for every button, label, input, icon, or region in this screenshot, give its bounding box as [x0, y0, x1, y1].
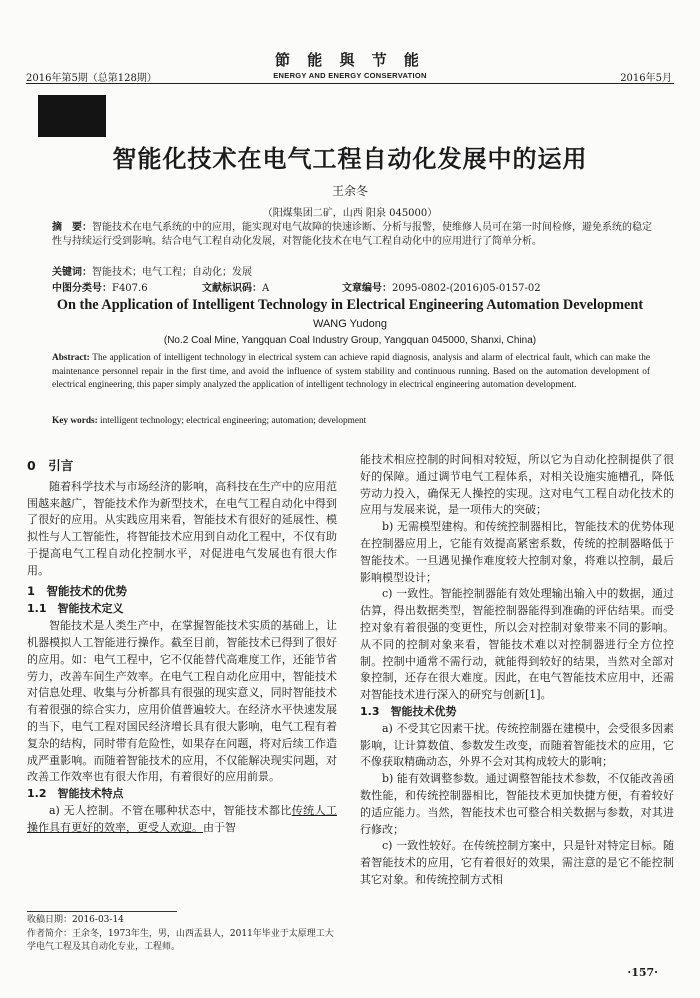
issue-info: 2016年第5期（总第128期）	[26, 73, 157, 84]
header-rule	[26, 83, 674, 84]
keywords-text-cn: 智能技术；电气工程；自动化；发展	[92, 267, 252, 278]
abstract-label-en: Abstract:	[52, 353, 90, 363]
author-en: WANG Yudong	[313, 318, 387, 330]
section-1-2-item-a	[27, 803, 337, 837]
section-1-2-heading: 1.2 智能技术特点	[27, 787, 124, 801]
abstract-en	[52, 352, 650, 393]
abstract-text-en: The application of intelligent technology in electrical system can achieve rapid diagnosis, analysis and alarm of electrical fault, which can make the maintenance personnel repair in the first time, and avoid the influence of system stability and continuous running. Based on the automation development of electrical engineering, this paper simply analyzed the application of intelligent technology in electrical engineering automation development.	[52, 353, 651, 390]
footnote-rule	[27, 911, 177, 912]
section-0-heading: 0 引言	[27, 458, 74, 473]
redacted-block	[38, 95, 106, 137]
article-no-value: 2095-0802-(2016)05-0157-02	[392, 283, 541, 294]
title-cn: 智能化技术在电气工程自动化发展中的运用	[112, 145, 588, 173]
abstract-label-cn: 摘 要：	[52, 222, 92, 233]
section-0-paragraph: 随着科学技术与市场经济的影响，高科技在生产中的应用范围越来越广，智能技术作为新型技术，在电气工程自动化中得到了很好的应用。从实践应用来看，智能技术有很好的延展性、模拟性与人工智能性，将智能技术应用到自动化工程中，不仅有助于提高电气工程自动化控制水平，对促进电气发展也有很大作用。	[27, 479, 337, 577]
body-left-column	[27, 458, 337, 837]
item-a-part3: 由于智	[203, 820, 236, 834]
issue-date: 2016年5月	[620, 73, 672, 84]
section-1-3-item-b: b) 能有效调整参数。通过调整智能技术参数，不仅能改善函数性能，和传统控制器相比，智能技术更加快捷方便，有着较好的适应能力。当然，智能技术也可整合相关数据与参数，对其进行修改；	[360, 772, 674, 836]
affiliation-cn: （阳煤集团二矿，山西 阳泉 045000）	[262, 208, 438, 219]
section-1-3-heading: 1.3 智能技术优势	[360, 704, 457, 718]
keywords-en	[52, 416, 366, 426]
doc-code-value: A	[262, 283, 270, 294]
keywords-label-cn: 关键词：	[52, 267, 92, 278]
body-right-column	[360, 452, 674, 889]
affiliation-en: (No.2 Coal Mine, Yangquan Coal Industry Group, Yangquan 045000, Shanxi, China)	[163, 335, 537, 346]
classification-row	[52, 279, 652, 294]
title-en: On the Application of Intelligent Technology in Electrical Engineering Automation Development	[56, 297, 644, 313]
author-cn: 王余冬	[331, 184, 368, 198]
section-1-2-item-b: b) 无需模型建构。和传统控制器相比，智能技术的优势体现在控制器应用上，它能有效提高紧密系数，传统的控制器略低于智能技术。一旦遇见操作难度较大控制对象，将难以控制，最后影响模型设计；	[360, 520, 674, 584]
keywords-text-en: intelligent technology; electrical engineering; automation; development	[100, 416, 367, 426]
item-a-underlined: 传统人工操作具有更好的效率，更受人欢迎。	[27, 803, 337, 834]
clc-label: 中图分类号：	[52, 283, 112, 294]
doc-code-label: 文献标识码：	[202, 283, 262, 294]
journal-name-cn: 節 能 與 节 能	[275, 51, 425, 69]
item-a-part1: a) 无人控制。不管在哪种状态中，智能技术都比	[49, 803, 292, 817]
clc-value: F407.6	[112, 283, 148, 294]
section-1-2-item-a-cont: 能技术相应控制的时间相对较短，所以它为自动化控制提供了很好的保障。通过调节电气工程体系，对相关设施实施槽孔，降低劳动力投入，确保无人操控的实现。这对电气工程自动化技术的应用与发展来说，是一项伟大的突破；	[360, 453, 674, 517]
section-1-1-paragraph: 智能技术是人类生产中，在掌握智能技术实质的基础上，让机器模拟人工智能进行操作。截至目前，智能技术已得到了很好的应用。如：电气工程中，它不仅能替代高难度工作，还能节省劳力，改善车间生产效率。在电气工程自动化应用中，智能技术对信息处理、收集与分析都具有很强的现实意义，同时智能技术有着很强的综合实力，应用价值普遍较大。在经济水平快速发展的当下，电气工程对国民经济增长具有很大影响，电气工程有着复杂的结构，同时带有危险性，如果存在问题，将对后续工作造成严重影响。而随着智能技术的应用，不仅能解决现实问题，对改善工作效率也有很大作用，有着很好的应用前景。	[27, 619, 337, 784]
section-1-2-item-c: c) 一致性。智能控制器能有效处理输出输入中的数据，通过估算，得出数据类型，智能控制器能得到准确的评估结果。而受控对象有着很强的变更性，所以会对控制对象带来不同的影响。从不同的控制对象来看，智能技术难以对控制器进行全方位控制。控制中通常不需行动，就能得到较好的结果，当然对全部对象控制，还存在很大难度。因此，在电气智能技术应用中，还需对智能技术进行深入的研究与创新[1]。	[360, 587, 674, 702]
abstract-cn	[52, 221, 652, 249]
journal-masthead	[0, 49, 700, 80]
article-no-label: 文章编号：	[342, 283, 392, 294]
abstract-text-cn: 智能技术在电气系统的中的应用，能实现对电气故障的快速诊断、分析与报警，使维修人员可在第一时间检修，避免系统的稳定性与持续运行受到影响。结合电气工程自动化发展，对智能化技术在电气工程自动化中的应用进行了简单分析。	[52, 222, 652, 248]
page-number: ·157·	[627, 966, 658, 979]
keywords-cn	[52, 263, 252, 278]
footnote-received: 收稿日期：2016-03-14	[27, 915, 124, 925]
journal-name-en: ENERGY AND ENERGY CONSERVATION	[273, 71, 427, 80]
section-1-1-heading: 1.1 智能技术定义	[27, 602, 124, 616]
keywords-label-en: Key words:	[52, 416, 98, 426]
section-1-3-item-a: a) 不受其它因素干扰。传统控制器在建模中，会受很多因素影响，让计算数值、参数发生改变，而随着智能技术的应用，它不像获取精确动态，外界不会对其构成较大的影响；	[360, 721, 674, 769]
footnote-bio: 作者简介：王余冬，1973年生，男，山西盂县人，2011年毕业于太原理工大学电气工程及其自动化专业，工程师。	[27, 929, 334, 952]
section-1-3-item-c: c) 一致性较好。在传统控制方案中，只是针对特定目标。随着智能技术的应用，它有着很好的效果，需注意的是它不能控制其它对象。和传统控制方式相	[360, 839, 674, 886]
section-1-heading: 1 智能技术的优势	[27, 583, 128, 598]
